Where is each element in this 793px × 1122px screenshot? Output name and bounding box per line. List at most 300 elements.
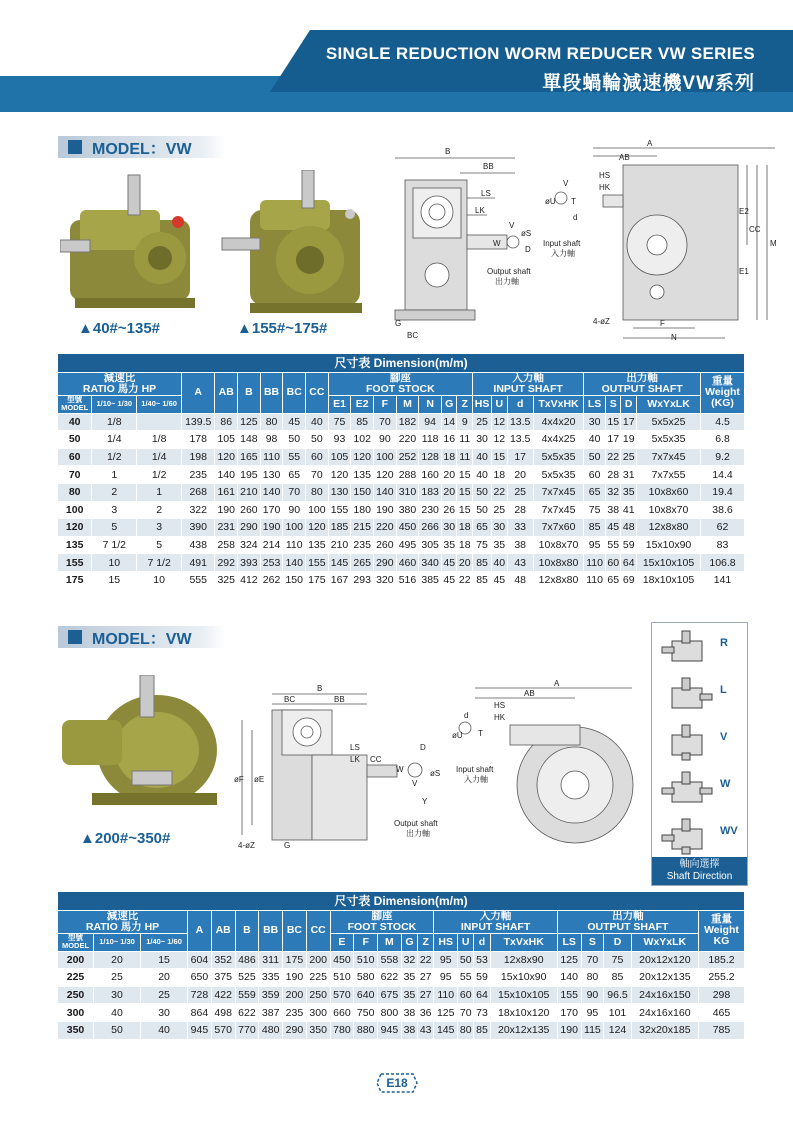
table-cell: 50 [473,501,492,519]
table-cell: 55 [283,448,306,466]
table-cell: 175 [283,951,307,969]
svg-text:BB: BB [483,162,494,171]
table-cell: 20x12x135 [631,969,698,987]
svg-text:B: B [445,147,451,156]
table-cell: 170 [557,1004,581,1022]
svg-text:HK: HK [494,713,506,722]
table-cell: 64 [621,554,637,572]
table-cell: 30 [94,986,141,1004]
table-cell: 22 [457,571,473,589]
table-cell: 412 [238,571,261,589]
svg-text:LS: LS [481,189,491,198]
table-cell: 80 [260,413,283,431]
table-cell: 9 [457,413,473,431]
table-cell: 178 [182,431,215,449]
table-cell: 15x10x90 [636,536,700,554]
table-cell: 59 [621,536,637,554]
table-cell: 10x8x80 [533,554,583,572]
table-cell: 150 [351,483,374,501]
table-cell: 50 [473,483,492,501]
table-row [58,571,745,589]
table-cell: 7x7x45 [636,448,700,466]
table-cell: 324 [238,536,261,554]
table-cell: 85 [473,554,492,572]
table-cell: 3 [137,519,182,537]
model-cell: 100 [58,501,92,519]
shaft-direction-panel [651,622,748,886]
table-cell: 24x16x160 [631,1004,698,1022]
table-cell: 558 [378,951,402,969]
table-cell: 438 [182,536,215,554]
table-cell: 40 [492,554,508,572]
svg-text:D: D [525,245,531,254]
table-cell: 864 [188,1004,212,1022]
table-cell: 140 [557,969,581,987]
table-cell: 20 [441,466,457,484]
caption-155-175: ▲155#~175# [237,320,328,337]
caption-200-350: ▲200#~350# [80,830,171,847]
table-cell: 83 [701,536,745,554]
svg-text:G: G [284,841,291,850]
table-cell: 60 [306,448,329,466]
table-cell: 235 [351,536,374,554]
table-cell: 75 [328,413,351,431]
table-cell: 20 [507,466,533,484]
table-cell: 75 [473,536,492,554]
svg-text:Input shaft: Input shaft [543,239,581,248]
table-cell: 20 [94,951,141,969]
model-label-1 [58,136,226,158]
table-cell: 75 [584,501,606,519]
model-label-text: MODEL：VW [92,140,192,158]
svg-text:入力軸: 入力軸 [551,249,575,258]
table-row [58,483,745,501]
table-cell: 190 [283,969,307,987]
svg-text:d: d [464,711,469,720]
page-header [0,0,793,112]
table-cell: 6.8 [701,431,745,449]
table-cell: 120 [351,448,374,466]
table-cell: 25 [507,483,533,501]
table-cell: 85 [604,969,631,987]
table-cell: 5 [137,536,182,554]
table-cell: 35 [441,536,457,554]
table-cell: 198 [182,448,215,466]
table-cell: 50 [283,431,306,449]
table-cell: 48 [507,571,533,589]
table-cell: 17 [507,448,533,466]
table-cell: 190 [557,1021,581,1039]
table-cell: 258 [215,536,238,554]
table-cell: 1 [92,466,137,484]
table-cell: 465 [698,1004,744,1022]
table-cell: 145 [434,1021,458,1039]
table-cell: 70 [458,1004,474,1022]
table-cell: 292 [215,554,238,572]
svg-text:BB: BB [334,695,345,704]
table-cell: 30 [141,1004,188,1022]
table-cell: 100 [374,448,397,466]
table2-ratio-header: 減速比 RATIO 馬力 HP [58,911,188,934]
table-cell: 15 [605,413,621,431]
dimension-table-1: 尺寸表 Dimension(m/m) 減速比 RATIO 馬力 HP A AB B BB BC CC 腳座 FOOT STOCK 入力軸 INPUT SHAFT 出力軸 OUTPUT SHAFT 重量 Weight (KG) 型號 MODEL 1/10~ 1/30 1/40~ 1/60 E1 E2 F M N G Z HS U d TxVxHK LS S D WxYxLK 40 1/8 139.5 86 125 80 45 40 75 85 70 182 94 14 9 25 12 13.5 4x4x20 30 15 17 5x5x25 4.5 50 1/4 1/8 178 105 148 98 50 50 93 102 90 220 118 16 11 30 12 13.5 4x4x25 40 17 19 5x5x35 6.8 60 1/2 1/4 198 120 165 110 55 60 105 120 100 252 128 18 11 40 15 17 5x5x35 50 22 25 7x7x45 9.2 70 1 1/2 235 140 195 130 65 70 120 135 120 288 160 20 15 40 18 20 5x5x35 60 28 31 7x7x55 14.4 80 2 1 268 161 210 140 70 80 130 150 140 310 183 20 15 50 22 25 7x7x45 65 32 35 10x8x60 19.4 100 3 2 322 190 260 170 90 100 155 180 190 380 230 26 15 50 25 28 7x7x45 75 38 41 10x8x70 38.6 120 5 3 390 231 290 190 100 120 185 215 220 450 266 30 18 65 30 33 7x7x60 85 45 48 12x8x80 62 135 7 1/2 5 438 258 324 214 110 135 210 235 260 495 305 35 18 75 35 38 10x8x70 95 55 59 15x10x90 83 155 10 7 1/2 491 292 393 253 140 155 145 265 290 460 340 45 20 85 40 43 10x8x80 110 60 64 15x10x105 106.8 175 15 10 555 325 412 262 150 175 167 293 320 516 385 45 22 85 45 48 12x8x80 110 65 69 18x10x105 141 [57,353,745,590]
table-cell: 290 [238,519,261,537]
table-cell: 1/4 [92,431,137,449]
table-cell: 2 [137,501,182,519]
table-row [58,413,745,431]
table-cell: 45 [441,571,457,589]
table-cell: 40 [94,1004,141,1022]
svg-text:øU: øU [545,197,556,206]
table-cell: 1/2 [92,448,137,466]
table-cell: 105 [328,448,351,466]
table-cell: 60 [584,466,606,484]
table-cell: 95 [581,1004,604,1022]
table-cell: 106.8 [701,554,745,572]
table-cell: 40 [584,431,606,449]
table-cell: 110 [260,448,283,466]
table-cell: 12x8x90 [490,951,557,969]
table-cell: 36 [418,1004,434,1022]
table-cell: 20 [141,969,188,987]
table-cell: 180 [351,501,374,519]
table2-title: 尺寸表 Dimension(m/m) [58,892,745,911]
table-cell: 15x10x90 [490,969,557,987]
table-cell: 38 [507,536,533,554]
table-cell: 750 [354,1004,378,1022]
table-cell: 770 [235,1021,259,1039]
table-cell: 15x10x105 [636,554,700,572]
table-cell: 94 [419,413,442,431]
table-cell: 70 [306,466,329,484]
table-cell: 38 [605,501,621,519]
svg-text:V: V [563,179,569,188]
table-cell: 28 [605,466,621,484]
svg-text:E1: E1 [739,267,749,276]
table-cell: 75 [604,951,631,969]
table-cell: 45 [441,554,457,572]
table-cell: 115 [581,1021,604,1039]
table-cell: 35 [492,536,508,554]
shaft-direction-r: R [652,623,747,670]
svg-text:T: T [571,197,576,206]
table-row [58,951,745,969]
table-cell: 40 [141,1021,188,1039]
table-cell: 10x8x70 [636,501,700,519]
table-cell: 128 [419,448,442,466]
table-cell: 64 [474,986,490,1004]
svg-text:Y: Y [422,797,428,806]
table-cell: 516 [396,571,419,589]
table-cell: 35 [401,969,417,987]
table-cell: 15x10x105 [490,986,557,1004]
table-cell: 185 [328,519,351,537]
table-cell: 90 [374,431,397,449]
shaft-direction-l: L [652,670,747,717]
table1-output-header: 出力軸 OUTPUT SHAFT [584,373,701,396]
table-cell: 95 [434,951,458,969]
table-cell: 18x10x120 [490,1004,557,1022]
table-cell: 45 [605,519,621,537]
table-cell: 559 [235,986,259,1004]
table-cell: 25 [473,413,492,431]
model-cell: 155 [58,554,92,572]
table-cell: 18 [441,448,457,466]
table-cell: 780 [330,1021,354,1039]
model-cell: 225 [58,969,94,987]
table-cell: 3 [92,501,137,519]
table-cell: 110 [584,571,606,589]
table-cell: 290 [374,554,397,572]
caption-40-135: ▲40#~135# [78,320,161,337]
table-cell: 19 [621,431,637,449]
svg-text:B: B [317,684,323,693]
table-cell: 90 [283,501,306,519]
model-cell: 120 [58,519,92,537]
table-cell: 210 [328,536,351,554]
svg-text:Output shaft: Output shaft [394,819,438,828]
table-cell: 35 [621,483,637,501]
table-cell: 62 [701,519,745,537]
table-cell: 22 [605,448,621,466]
svg-text:A: A [554,680,560,688]
svg-text:øS: øS [521,229,532,238]
model-cell: 80 [58,483,92,501]
table-cell: 1 [137,483,182,501]
dimension-drawing-2 [232,680,637,855]
table-cell: 945 [188,1021,212,1039]
svg-text:øS: øS [430,769,441,778]
table-cell: 15 [92,571,137,589]
model-cell: 60 [58,448,92,466]
svg-text:G: G [395,319,402,328]
table-row [58,1004,745,1022]
table1-body [58,413,745,589]
table-cell: 32x20x185 [631,1021,698,1039]
table-cell: 10 [137,571,182,589]
svg-text:HS: HS [599,171,611,180]
table-cell: 230 [419,501,442,519]
model-cell: 300 [58,1004,94,1022]
svg-text:LK: LK [350,755,360,764]
table-cell: 10 [92,554,137,572]
table-cell: 5 [92,519,137,537]
table-cell: 65 [584,483,606,501]
table-cell: 260 [374,536,397,554]
table-cell: 32 [401,951,417,969]
table-cell: 20 [441,483,457,501]
table-cell: 359 [259,986,283,1004]
table-cell: 160 [419,466,442,484]
table-cell: 525 [235,969,259,987]
table-cell: 80 [581,969,604,987]
table-cell: 350 [306,1021,330,1039]
table2-weight-header: 重量 Weight KG [698,911,744,952]
table-cell: 2 [92,483,137,501]
table-cell: 60 [458,986,474,1004]
table-cell: 7x7x55 [636,466,700,484]
table-cell: 510 [330,969,354,987]
gear-reducer-photo-xl [62,675,222,825]
table-cell: 175 [306,571,329,589]
table-cell: 1/8 [92,413,137,431]
table-cell: 252 [396,448,419,466]
table-cell: 135 [351,466,374,484]
table-cell: 200 [306,951,330,969]
table-cell: 11 [457,448,473,466]
table-cell: 480 [259,1021,283,1039]
table-cell: 120 [306,519,329,537]
svg-text:CC: CC [370,755,382,764]
table-cell: 660 [330,1004,354,1022]
svg-text:Input shaft: Input shaft [456,765,494,774]
table-cell: 200 [283,986,307,1004]
table-cell: 43 [418,1021,434,1039]
table-cell: 27 [418,969,434,987]
table-cell: 70 [374,413,397,431]
table-cell: 69 [621,571,637,589]
table-cell: 785 [698,1021,744,1039]
svg-text:AB: AB [524,689,535,698]
table-cell: 570 [211,1021,235,1039]
table-cell: 85 [351,413,374,431]
table-cell: 293 [351,571,374,589]
table-cell: 491 [182,554,215,572]
table-cell: 185.2 [698,951,744,969]
table-cell: 80 [306,483,329,501]
table-cell: 390 [182,519,215,537]
table-cell: 10x8x70 [533,536,583,554]
svg-text:4-øZ: 4-øZ [593,317,610,326]
svg-text:BC: BC [407,331,419,340]
table-cell: 85 [474,1021,490,1039]
table-cell: 266 [419,519,442,537]
table-cell: 14 [441,413,457,431]
table-cell: 40 [306,413,329,431]
table-cell: 375 [211,969,235,987]
table1-weight-header: 重量 Weight (KG) [701,373,745,414]
table-cell: 85 [584,519,606,537]
svg-text:LK: LK [475,206,485,215]
model-cell: 175 [58,571,92,589]
table-cell: 17 [605,431,621,449]
table-cell: 262 [260,571,283,589]
svg-text:F: F [660,319,665,328]
table-cell: 70 [581,951,604,969]
table-cell: 486 [235,951,259,969]
table-row [58,466,745,484]
table-cell: 235 [283,1004,307,1022]
table-cell: 90 [581,986,604,1004]
table-cell: 7 1/2 [137,554,182,572]
model-cell: 250 [58,986,94,1004]
table-cell: 235 [182,466,215,484]
table-cell: 604 [188,951,212,969]
header-title-zh: 單段蝸輪減速機VW系列 [542,73,755,94]
table-cell: 298 [698,986,744,1004]
table-cell: 15 [492,448,508,466]
table-cell: 40 [473,448,492,466]
table-cell: 325 [215,571,238,589]
table-cell: 101 [604,1004,631,1022]
svg-text:W: W [396,765,404,774]
table-cell: 7 1/2 [92,536,137,554]
table-cell: 498 [211,1004,235,1022]
table-cell: 130 [260,466,283,484]
table-cell: 110 [283,536,306,554]
table-row [58,519,745,537]
table-cell: 300 [306,1004,330,1022]
table-cell: 18 [492,466,508,484]
shaft-direction-v: V [652,717,747,764]
table-cell: 220 [396,431,419,449]
table2-foot-header: 腳座 FOOT STOCK [330,911,434,934]
table-cell: 10x8x60 [636,483,700,501]
table-cell: 50 [94,1021,141,1039]
svg-text:V: V [509,221,515,230]
table2-body [58,951,745,1039]
table-cell: 24x16x150 [631,986,698,1004]
svg-text:LS: LS [350,743,360,752]
table-cell: 12x8x80 [636,519,700,537]
dimension-drawing-1 [385,140,785,345]
table-cell: 220 [374,519,397,537]
table-cell: 183 [419,483,442,501]
table-cell: 28 [507,501,533,519]
svg-text:D: D [420,743,426,752]
table-cell: 495 [396,536,419,554]
table-cell: 9.2 [701,448,745,466]
table-cell: 450 [396,519,419,537]
table-cell: 510 [354,951,378,969]
table-cell: 30 [584,413,606,431]
table-cell: 17 [621,413,637,431]
table-cell: 48 [621,519,637,537]
table-cell: 80 [458,1021,474,1039]
table-cell: 380 [396,501,419,519]
table-cell: 120 [328,466,351,484]
table-cell: 650 [188,969,212,987]
table-cell: 45 [283,413,306,431]
table-cell: 450 [330,951,354,969]
table-row [58,986,745,1004]
table-cell: 167 [328,571,351,589]
table-cell: 225 [306,969,330,987]
table-cell: 65 [473,519,492,537]
table-cell: 1/4 [137,448,182,466]
table-cell: 12 [492,431,508,449]
table-row [58,554,745,572]
table-cell: 311 [259,951,283,969]
table-cell: 118 [419,431,442,449]
table-cell: 265 [351,554,374,572]
table2-output-header: 出力軸 OUTPUT SHAFT [557,911,698,934]
page-number: E18 [386,1076,408,1090]
table-cell: 728 [188,986,212,1004]
svg-text:入力軸: 入力軸 [464,775,488,784]
table-cell: 422 [211,986,235,1004]
table-cell: 140 [283,554,306,572]
shaft-direction-wv-icon [660,815,715,855]
table-cell: 195 [238,466,261,484]
shaft-direction-v-icon [660,721,715,761]
table-cell: 7x7x45 [533,501,583,519]
table-cell: 14.4 [701,466,745,484]
table-cell: 50 [306,431,329,449]
table-cell: 135 [306,536,329,554]
table-cell: 50 [458,951,474,969]
table-cell: 59 [474,969,490,987]
